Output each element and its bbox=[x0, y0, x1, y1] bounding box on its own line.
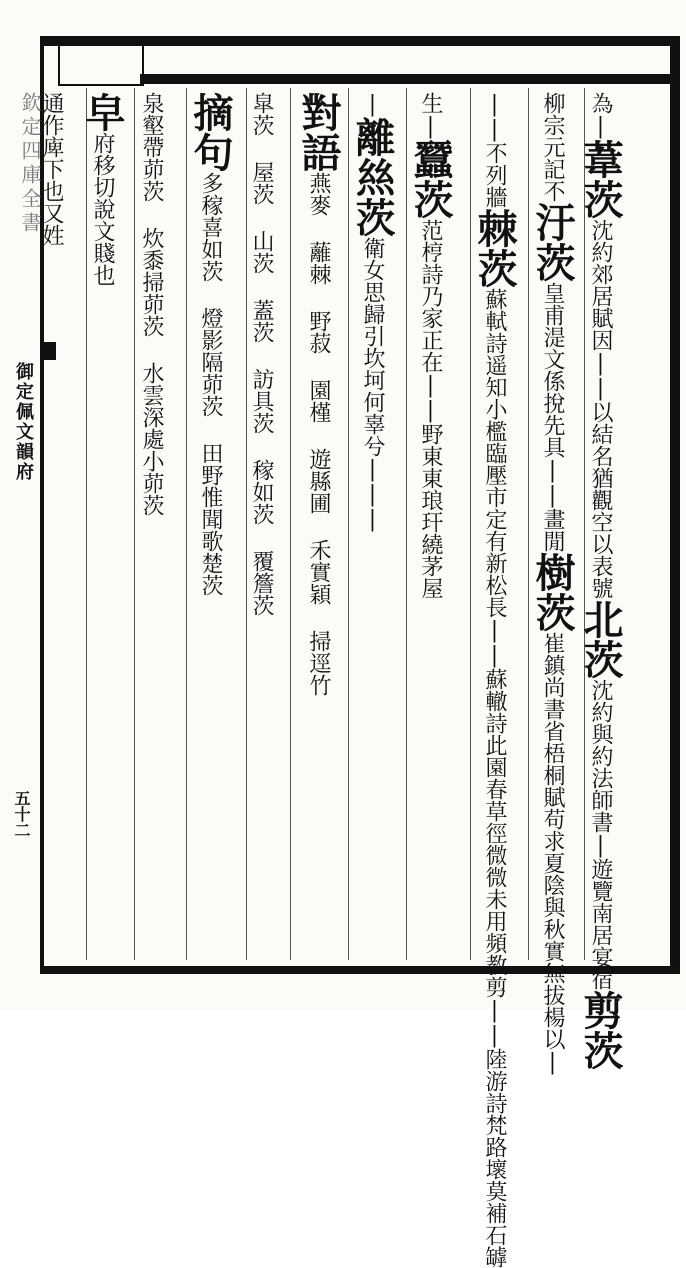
margin-separator-block bbox=[40, 342, 56, 360]
column-rule bbox=[186, 88, 187, 960]
annotation-text: | bbox=[360, 92, 385, 117]
column-rule bbox=[290, 88, 291, 960]
margin-book-title: 御定佩文韻府 bbox=[13, 362, 34, 482]
column-rule bbox=[246, 88, 247, 960]
headword: 離𢇁茨 bbox=[349, 117, 396, 237]
text-column bbox=[529, 92, 576, 1075]
annotation-text: 泉壑帶茆茨 炊黍掃茆茨 水雲深處小茆茨 bbox=[139, 92, 164, 516]
text-column bbox=[187, 92, 234, 596]
text-column bbox=[250, 92, 272, 616]
headword: 葦茨 bbox=[577, 139, 624, 219]
annotation-text: 蘇軾詩遥知小檻臨壓市定有新松長||蘇轍詩此園春草徑微微未用頻教剪||陸游詩梵路壞莫補石罅 bbox=[482, 288, 507, 1268]
text-column bbox=[40, 92, 62, 246]
text-column bbox=[407, 92, 454, 599]
text-column bbox=[79, 92, 126, 286]
annotation-text: 生| bbox=[418, 92, 443, 139]
rhyme-heading-box bbox=[58, 46, 144, 86]
frame-right-border bbox=[670, 36, 680, 974]
headword: 汙茨 bbox=[529, 202, 576, 282]
text-column bbox=[577, 92, 624, 1070]
margin-page-number: 五十二 bbox=[12, 790, 31, 838]
text-column bbox=[295, 92, 342, 696]
annotation-text: 皇甫湜文係挩先具||畫閒 bbox=[540, 282, 565, 552]
annotation-text: 通作庳下也又姓 bbox=[39, 92, 64, 246]
text-column bbox=[140, 92, 162, 516]
headword: 皁 bbox=[79, 92, 126, 132]
annotation-text: 崔鎮尚書省梧桐賦苟求夏陰與秋實無拔楊以| bbox=[540, 632, 565, 1075]
annotation-text: 沈約郊居賦因||以結名猶觀空以表號 bbox=[588, 219, 613, 599]
annotation-text: 燕麥 蘺棘 野菽 園槿 遊縣圃 禾實穎 掃逕竹 bbox=[306, 172, 331, 696]
annotation-text: 多稼喜如茨 燈影隔茆茨 田野惟聞歌楚茨 bbox=[198, 172, 223, 596]
headword: 蠶茨 bbox=[407, 139, 454, 219]
frame-inner-top-border bbox=[140, 74, 680, 84]
frame-top-border bbox=[40, 36, 680, 46]
column-rule bbox=[134, 88, 135, 960]
headword: 棘茨 bbox=[471, 208, 518, 288]
annotation-text: 柳宗元記不 bbox=[540, 92, 565, 202]
headword: 摘句 bbox=[187, 92, 234, 172]
headword: 剪茨 bbox=[577, 990, 624, 1070]
headword: 樹茨 bbox=[529, 552, 576, 632]
margin-top-text: 欽定四庫全書 bbox=[18, 92, 42, 236]
text-column bbox=[349, 92, 396, 532]
headword: 對語 bbox=[295, 92, 342, 172]
frame-left-border-lower bbox=[40, 360, 44, 974]
annotation-text: 范梈詩乃家正在||野東東琅玕繞茅屋 bbox=[418, 219, 443, 599]
annotation-text: ||不列牆 bbox=[482, 92, 507, 208]
annotation-text: 府移切說文賤也 bbox=[90, 132, 115, 286]
headword: 北茨 bbox=[577, 599, 624, 679]
text-column bbox=[471, 92, 518, 1268]
annotation-text: 皐茨 屋茨 山茨 蓋茨 訪具茨 稼如茨 覆簷茨 bbox=[249, 92, 274, 616]
annotation-text: 為| bbox=[588, 92, 613, 139]
annotation-text: 衛女思歸引坎坷何辜兮||| bbox=[360, 237, 385, 532]
annotation-text: 沈約與約法師書|遊覽南居宴宿 bbox=[588, 679, 613, 990]
